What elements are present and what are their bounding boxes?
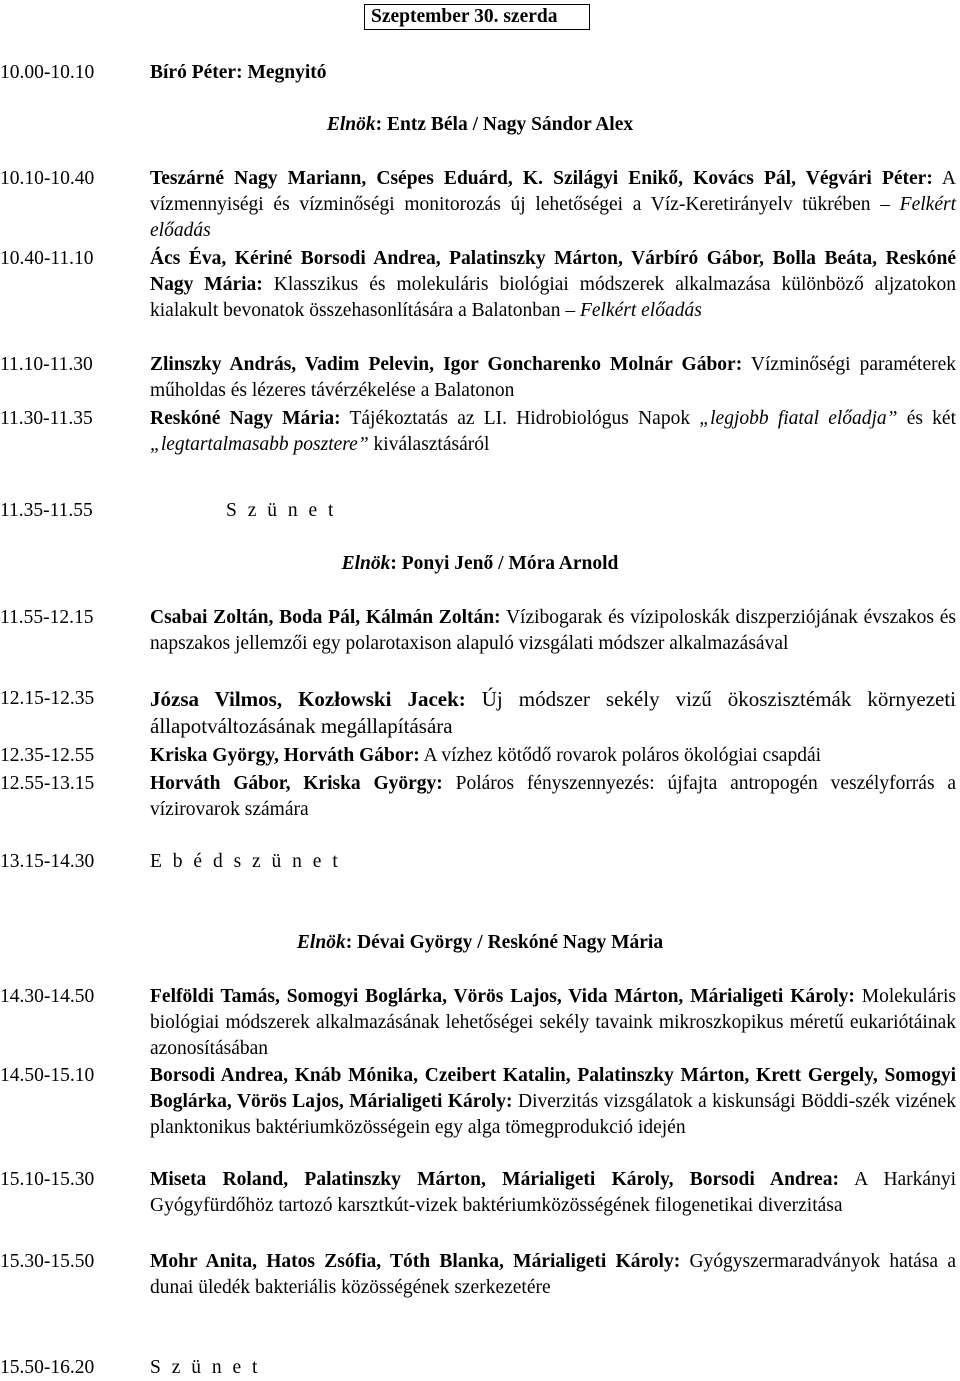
talk-title: Poláros fényszennyezés: újfajta antropogén veszélyforrás a vízirovarok számára [150, 773, 957, 820]
talk-authors: Felföldi Tamás, Somogyi Boglárka, Vörös Lajos, Vida Márton, Márialigeti Károly: [150, 986, 855, 1007]
talk-title-italic-b: „legtartalmasabb posztere” [150, 434, 369, 455]
day-header: Szeptember 30. szerda [364, 4, 590, 30]
talk-title-a: Tájékoztatás az LI. Hidrobiológus Napok [340, 408, 700, 429]
talk-content [150, 743, 956, 769]
time-slot: 12.35-12.55 [0, 745, 95, 766]
time-slot: 13.15-14.30 [0, 851, 95, 872]
talk-content [150, 1167, 956, 1219]
chair-label: Elnök [296, 932, 346, 953]
break-label: S z ü n e t [226, 500, 337, 521]
talk-title: A vízmennyiségi és vízminőségi monitorozás új lehetőségei a Víz-Keretirányelv tükrében [150, 168, 956, 215]
talk-title: A Harkányi Gyógyfürdőhöz tartozó karsztkút-vizek baktériumközösségének filogenetikai diverzitása [150, 1169, 956, 1216]
talk-title: A vízhez kötődő rovarok poláros ökológiai csapdái [419, 745, 822, 766]
talk-authors: Reskóné Nagy Mária: [150, 408, 341, 429]
talk-title: Diverzitás vizsgálatok a kiskunsági Böddi-szék vizének planktonikus baktériumközösségein egy alga tömegprodukció idején [150, 1091, 956, 1138]
talk-title: Vízibogarak és vízipoloskák diszperziójának évszakos és napszakos jellemzői egy polarotaxison alapuló vizsgálati módszer alkalmazásával [150, 607, 957, 654]
talk-title-b: és két [897, 408, 957, 429]
talk-content [150, 352, 956, 404]
chair-names: : Dévai György / Reskóné Nagy Mária [345, 932, 664, 953]
chair-names: : Entz Béla / Nagy Sándor Alex [375, 114, 634, 135]
break-label: E b é d s z ü n e t [150, 851, 341, 872]
time-slot: 12.55-13.15 [0, 773, 95, 794]
time-slot: 15.10-15.30 [0, 1169, 95, 1190]
talk-note: – Felkért előadás [560, 300, 702, 321]
talk-content [150, 771, 956, 823]
talk-content [150, 984, 956, 1062]
chair-names: : Ponyi Jenő / Móra Arnold [390, 553, 619, 574]
talk-content [150, 406, 956, 458]
time-slot: 10.40-11.10 [0, 248, 94, 269]
talk-authors: Csabai Zoltán, Boda Pál, Kálmán Zoltán: [150, 607, 501, 628]
time-slot: 14.50-15.10 [0, 1065, 95, 1086]
talk-content [150, 1249, 956, 1301]
talk-title: Molekuláris biológiai módszerek alkalmazásának lehetőségei sekély tavaink mikroszkopikus méretű eukariótáinak azonosításában [150, 986, 957, 1059]
talk-content [150, 246, 956, 324]
chair-label: Elnök [341, 553, 391, 574]
chair-label: Elnök [326, 114, 376, 135]
session-chair [0, 112, 960, 138]
talk-authors: Kriska György, Horváth Gábor: [150, 745, 420, 766]
time-slot: 10.00-10.10 [0, 62, 95, 83]
talk-title: Új módszer sekély vizű ökoszisztémák környezeti állapotváltozásának megállapítására [150, 687, 956, 738]
time-slot: 10.10-10.40 [0, 168, 95, 189]
talk-authors: Horváth Gábor, Kriska György: [150, 773, 443, 794]
time-slot: 14.30-14.50 [0, 986, 95, 1007]
opening-text: Bíró Péter: Megnyitó [150, 62, 327, 83]
talk-content [150, 1063, 956, 1141]
talk-note: – Felkért előadás [150, 194, 956, 241]
talk-authors: Józsa Vilmos, Kozłowski Jacek: [150, 687, 466, 711]
session-chair [0, 551, 960, 577]
time-slot: 11.10-11.30 [0, 354, 93, 375]
talk-authors: Ács Éva, Kériné Borsodi Andrea, Palatinszky Márton, Várbíró Gábor, Bolla Beáta, Reskóné Nagy Mária: [150, 248, 956, 295]
talk-content [150, 686, 956, 740]
talk-content [150, 605, 956, 657]
talk-title: Klasszikus és molekuláris biológiai módszerek alkalmazása különböző aljzatokon kialakult bevonatok összehasonlítására a Balatonban [150, 274, 956, 321]
time-slot: 11.35-11.55 [0, 500, 93, 521]
break-label: S z ü n e t [150, 1357, 261, 1378]
talk-authors: Teszárné Nagy Mariann, Csépes Eduárd, K. Szilágyi Enikő, Kovács Pál, Végvári Péter: [150, 168, 933, 189]
talk-authors: Zlinszky András, Vadim Pelevin, Igor Goncharenko Molnár Gábor: [150, 354, 743, 375]
talk-authors: Borsodi Andrea, Knáb Mónika, Czeibert Katalin, Palatinszky Márton, Krett Gergely, Somogyi Boglárka, Vörös Lajos, Márialigeti Károly: [150, 1065, 956, 1112]
time-slot: 15.30-15.50 [0, 1251, 95, 1272]
time-slot: 11.55-12.15 [0, 607, 94, 628]
time-slot: 15.50-16.20 [0, 1357, 95, 1378]
time-slot: 12.15-12.35 [0, 688, 95, 709]
talk-title-italic-a: „legjobb fiatal előadja” [699, 408, 898, 429]
time-slot: 11.30-11.35 [0, 408, 93, 429]
talk-title: Gyógyszermaradványok hatása a dunai üledék bakteriális közösségének szerkezetére [150, 1251, 956, 1298]
session-chair [0, 930, 960, 956]
talk-authors: Mohr Anita, Hatos Zsófia, Tóth Blanka, Márialigeti Károly: [150, 1251, 681, 1272]
talk-title: Vízminőségi paraméterek műholdas és lézeres távérzékelése a Balatonon [150, 354, 956, 401]
talk-authors: Miseta Roland, Palatinszky Márton, Márialigeti Károly, Borsodi Andrea: [150, 1169, 839, 1190]
talk-content [150, 166, 956, 244]
talk-title-c: kiválasztásáról [368, 434, 490, 455]
